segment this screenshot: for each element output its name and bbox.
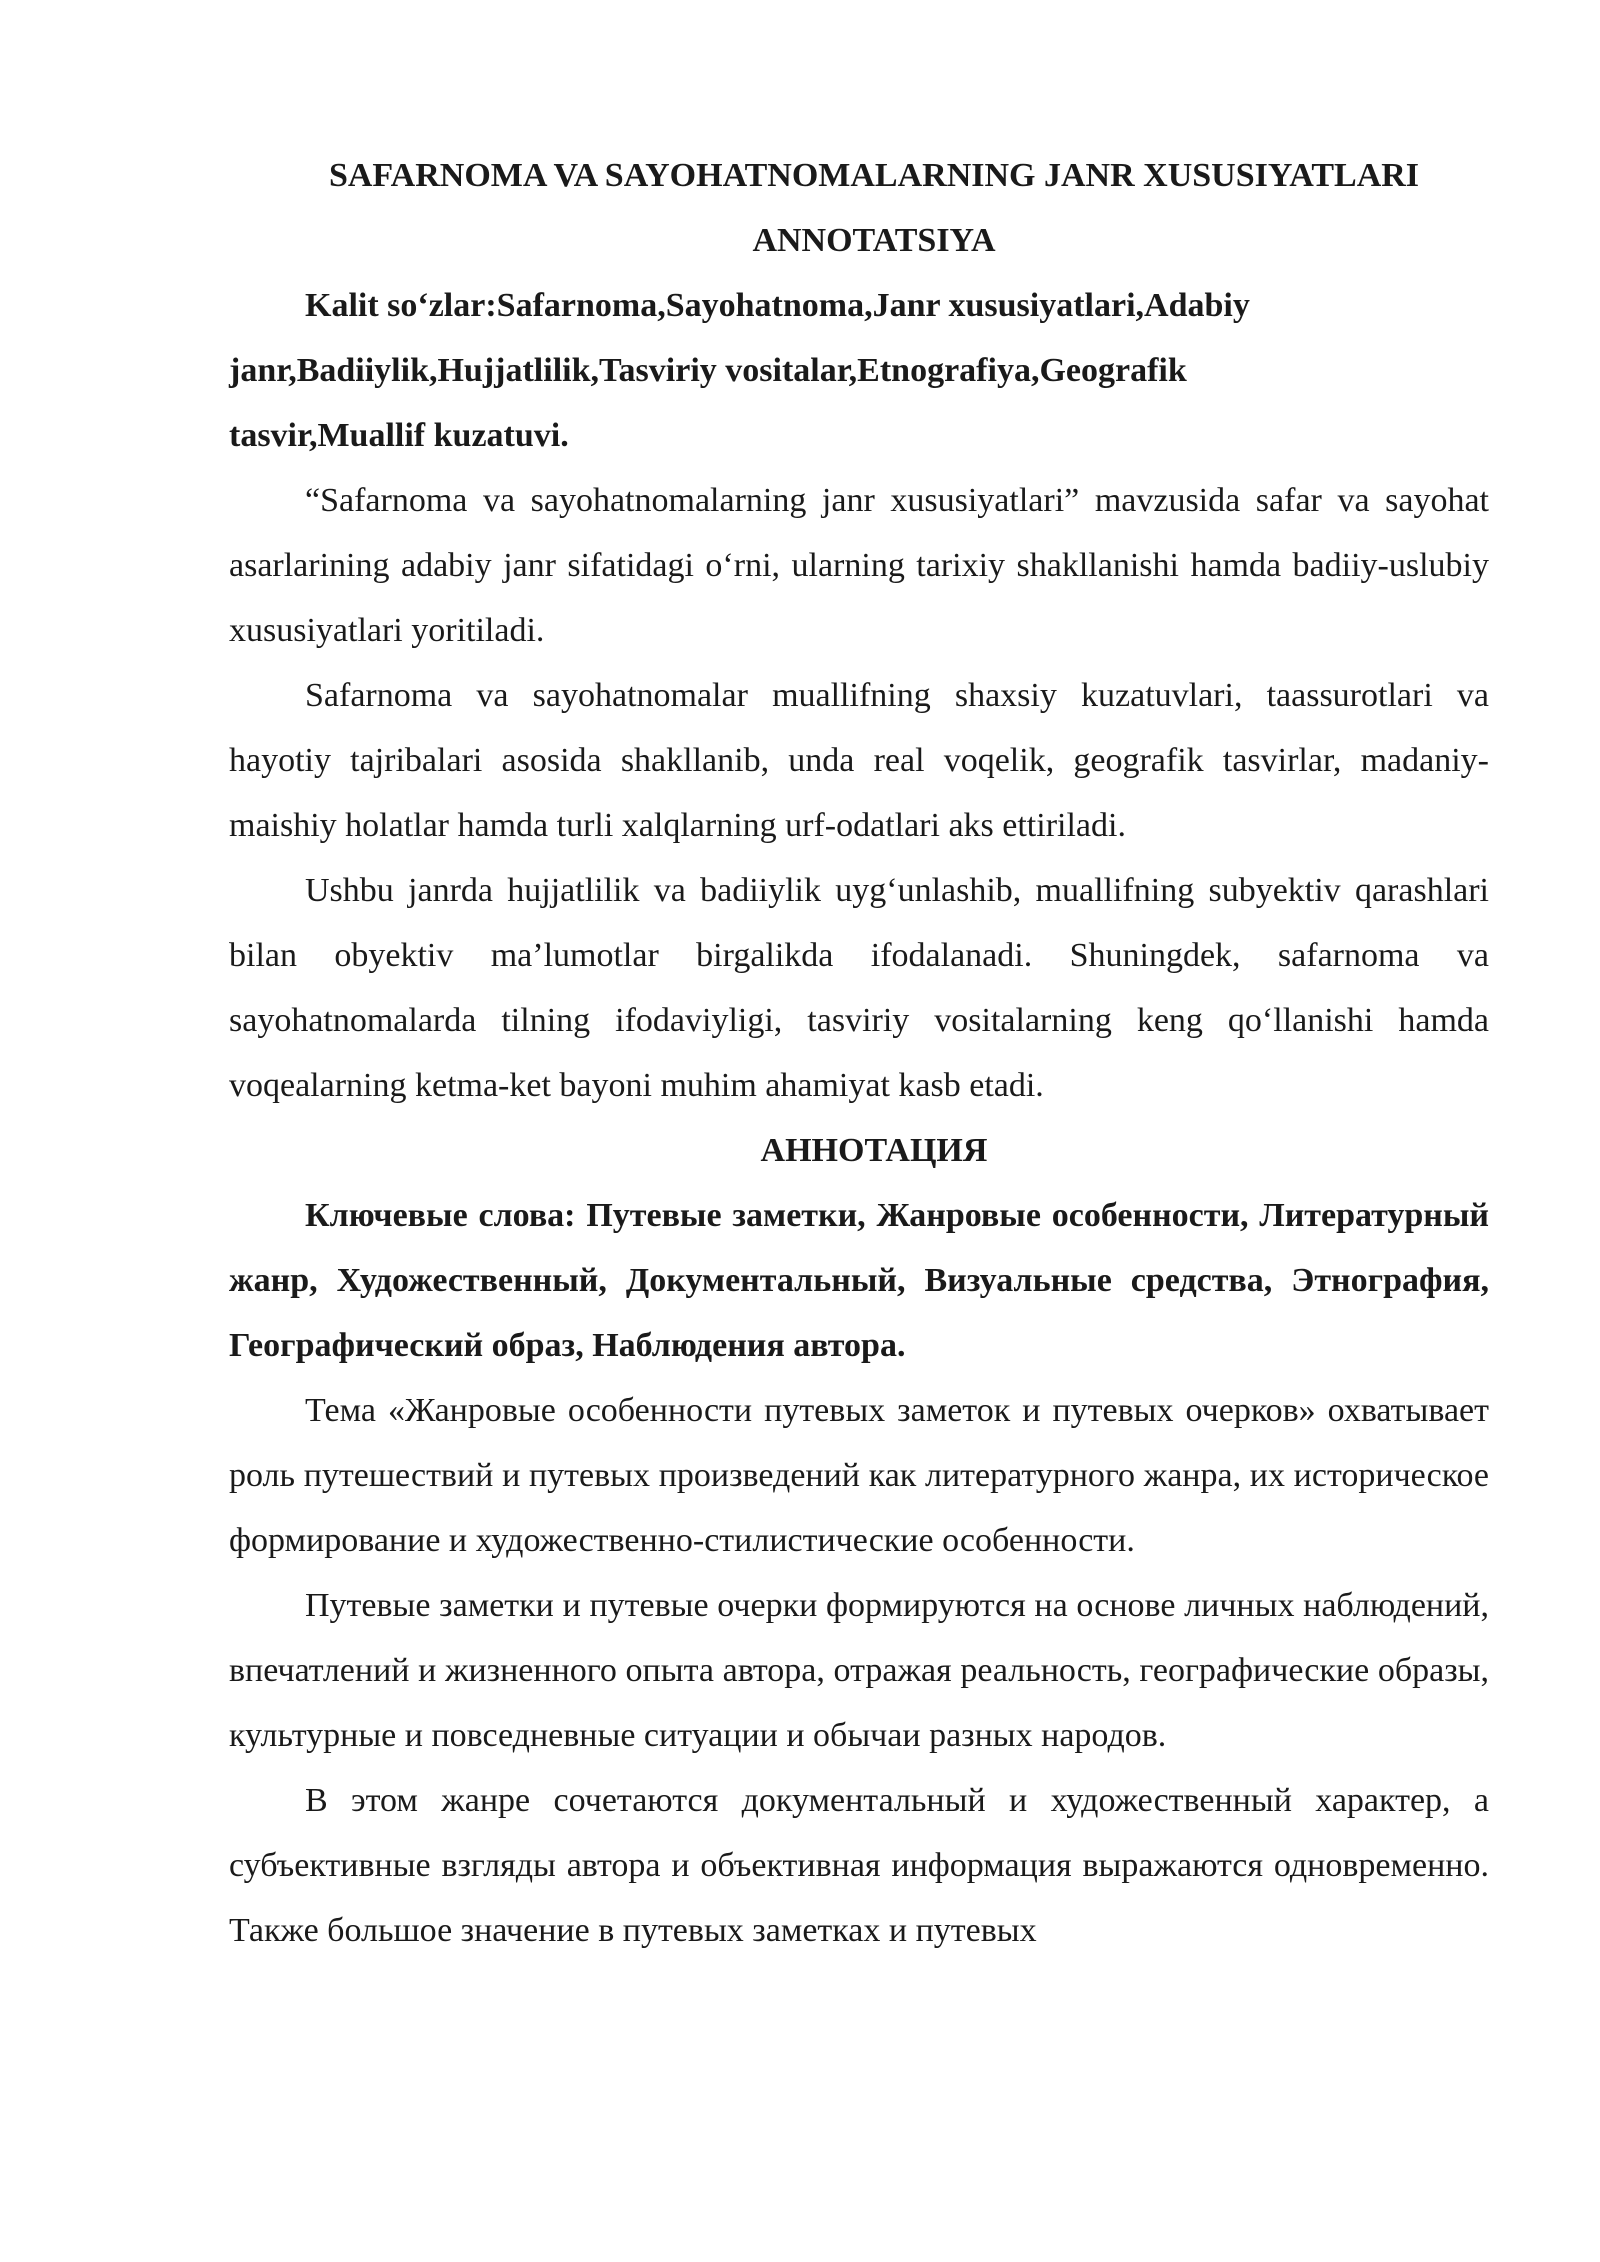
annotation-heading-ru: АННОТАЦИЯ [760,1132,988,1169]
annotation-heading-uz: ANNOTATSIYA [752,222,996,259]
abstract-paragraph-ru-2: Путевые заметки и путевые очерки формируются на основе личных наблюдений, впечатлений и жизненного опыта автора, отражая реальность, географические образы, культурные и повседневные ситуации и обычаи разных народов. [229,1587,1489,1754]
keywords-ru: Ключевые слова: Путевые заметки, Жанровые особенности, Литературный жанр, Художественный, Документальный, Визуальные средства, Этнография, Географический образ, Наблюдения автора. [229,1197,1489,1364]
abstract-paragraph-uz-1: “Safarnoma va sayohatnomalarning janr xususiyatlari” mavzusida safar va sayohat asarlarining adabiy janr sifatidagi o‘rni, ularning tarixiy shakllanishi hamda badiiy-uslubiy xususiyatlari yoritiladi. [229,482,1489,649]
paper-title: SAFARNOMA VA SAYOHATNOMALARNING JANR XUSUSIYATLARI [328,157,1420,194]
keywords-uz: Kalit so‘zlar:Safarnoma,Sayohatnoma,Janr xususiyatlari,Adabiy janr,Badiiylik,Hujjatlilik,Tasviriy vositalar,Etnografiya,Geografik tasvir,Muallif kuzatuvi. [229,287,1250,454]
abstract-paragraph-ru-1: Тема «Жанровые особенности путевых заметок и путевых очерков» охватывает роль путешествий и путевых произведений как литературного жанра, их историческое формирование и художественно-стилистические особенности. [229,1392,1489,1559]
abstract-paragraph-uz-2: Safarnoma va sayohatnomalar muallifning shaxsiy kuzatuvlari, taassurotlari va hayotiy tajribalari asosida shakllanib, unda real voqelik, geografik tasvirlar, madaniy-maishiy holatlar hamda turli xalqlarning urf-odatlari aks ettiriladi. [229,677,1489,844]
document-body [229,143,1489,1963]
abstract-paragraph-ru-3: В этом жанре сочетаются документальный и художественный характер, а субъективные взгляды автора и объективная информация выражаются одновременно. Также большое значение в путевых заметках и путевых [229,1782,1489,1949]
abstract-paragraph-uz-3: Ushbu janrda hujjatlilik va badiiylik uyg‘unlashib, muallifning subyektiv qarashlari bilan obyektiv ma’lumotlar birgalikda ifodalanadi. Shuningdek, safarnoma va sayohatnomalarda tilning ifodaviyligi, tasviriy vositalarning keng qo‘llanishi hamda voqealarning ketma-ket bayoni muhim ahamiyat kasb etadi. [229,872,1489,1104]
